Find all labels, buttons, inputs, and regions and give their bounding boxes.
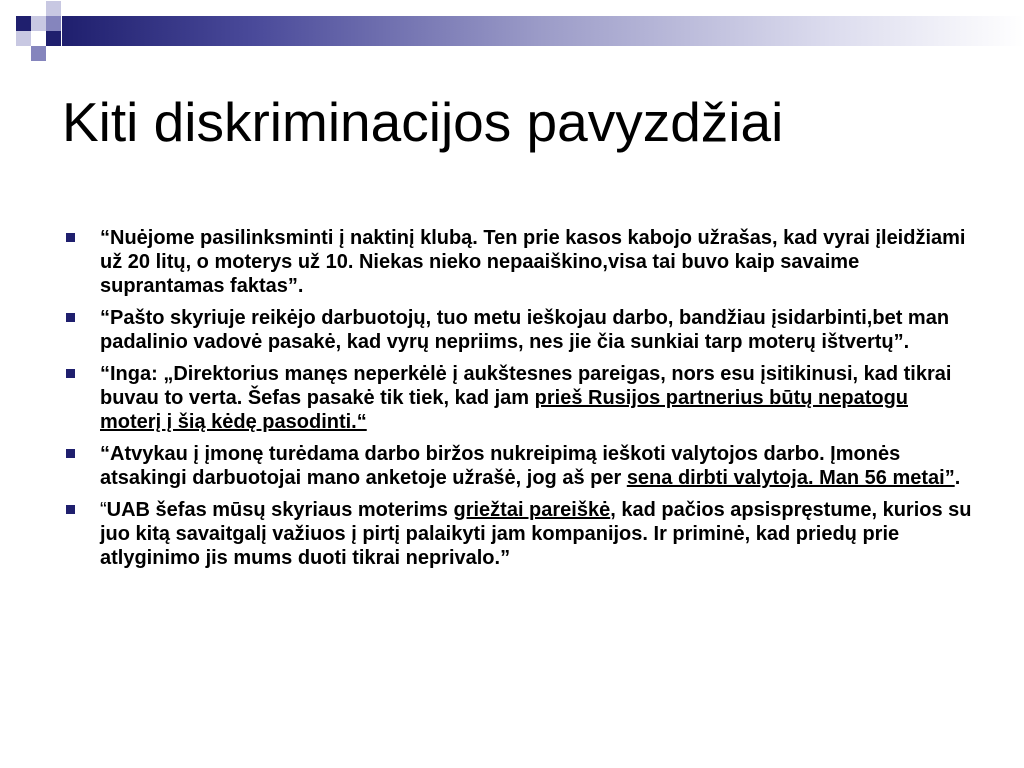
list-item bbox=[62, 306, 972, 354]
bullet-underlined-text: prieš Rusijos partnerius būtų nepatogu moterį į šią kėdę pasodinti.“ bbox=[100, 387, 909, 433]
bullet-underlined-text: griežtai pareiškė bbox=[453, 499, 611, 521]
decor-square-icon bbox=[46, 1, 61, 16]
bullet-text: “Atvykau į įmonę turėdama darbo biržos nukreipimą ieškoti valytojos darbo. Įmonės atsakingi darbuotojai mano anketoje užrašė, jog aš per bbox=[100, 443, 901, 489]
bullet-text: “Inga: „Direktorius manęs neperkėlė į aukštesnes pareigas, nors esu įsitikinusi, kad tikrai buvau to verta. Šefas pasakė tik tiek, kad jam bbox=[100, 363, 952, 409]
list-item bbox=[62, 362, 972, 434]
square-bullet-icon bbox=[66, 505, 75, 514]
bullet-text: “Nuėjome pasilinksminti į naktinį klubą. Ten prie kasos kabojo užrašas, kad vyrai įleidžiami už 20 litų, o moterys už 10. Niekas nieko nepaaiškino,visa tai buvo kaip savaime suprantamas faktas”. bbox=[100, 227, 966, 297]
bullet-trailing-text: . bbox=[954, 467, 961, 489]
header-gradient-bar bbox=[62, 16, 1024, 46]
decor-square-icon bbox=[16, 16, 31, 31]
bullet-text: “Pašto skyriuje reikėjo darbuotojų, tuo metu ieškojau darbo, bandžiau įsidarbinti,bet man padalinio vadovė pasakė, kad vyrų nepriims, nes jie čia sunkiai tarp moterų ištvertų”. bbox=[100, 307, 950, 353]
decor-square-icon bbox=[46, 31, 61, 46]
square-bullet-icon bbox=[66, 313, 75, 322]
bullet-list bbox=[62, 226, 972, 578]
bullet-text: UAB šefas mūsų skyriaus moterims bbox=[106, 499, 454, 521]
decor-square-icon bbox=[46, 16, 61, 31]
square-bullet-icon bbox=[66, 233, 75, 242]
bullet-trailing-text: , kad pačios apsispręstume, kurios su juo kitą savaitgalį važiuos į pirtį palaikyti jam kompanijos. Ir priminė, kad priedų prie atlyginimo jis mums duoti tikrai neprivalo.” bbox=[100, 499, 972, 569]
decor-square-icon bbox=[16, 31, 31, 46]
bullet-underlined-text: sena dirbti valytoja. Man 56 metai” bbox=[626, 467, 955, 489]
decor-square-icon bbox=[31, 16, 46, 31]
square-bullet-icon bbox=[66, 449, 75, 458]
list-item bbox=[62, 226, 972, 298]
list-item bbox=[62, 498, 972, 570]
opening-quote: “ bbox=[100, 499, 107, 521]
decor-square-icon bbox=[31, 46, 46, 61]
square-bullet-icon bbox=[66, 369, 75, 378]
list-item bbox=[62, 442, 972, 490]
slide-title: Kiti diskriminacijos pavyzdžiai bbox=[62, 91, 784, 153]
